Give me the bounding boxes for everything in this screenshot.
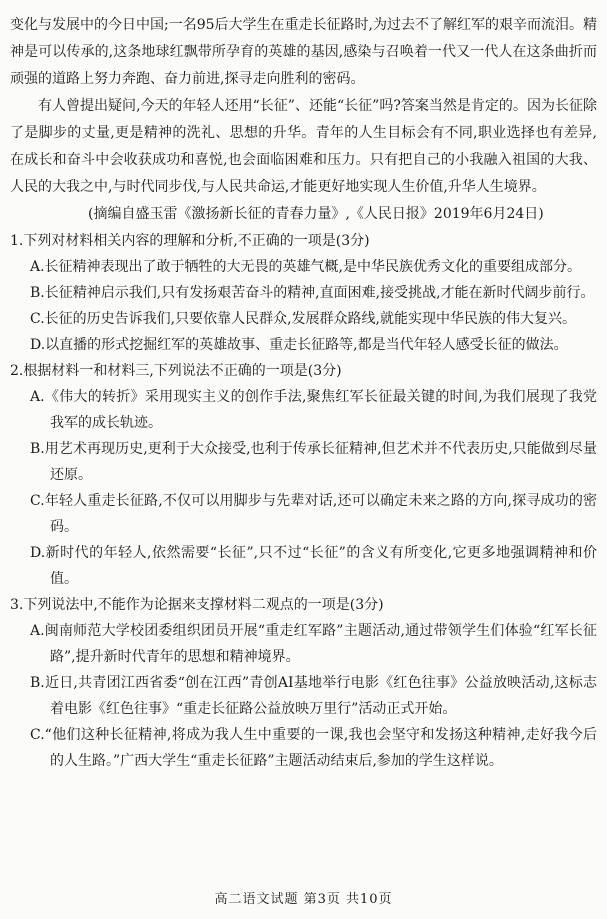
option-d: D.新时代的年轻人,依然需要“长征”,只不过“长征”的含义有所变化,它更多地强调精神和价值。	[30, 545, 597, 587]
question-stem: 2.根据材料一和材料三,下列说法不正确的一项是(3分)	[10, 363, 342, 379]
option-c: C.“他们这种长征精神,将成为我人生中重要的一课,我也会坚守和发扬这种精神,走好我今后的人生路。”广西大学生“重走长征路”主题活动结束后,参加的学生这样说。	[30, 727, 597, 769]
question-1	[10, 228, 597, 358]
option-a: A.长征精神表现出了敢于牺牲的大无畏的英雄气概,是中华民族优秀文化的重要组成部分。	[30, 259, 582, 275]
question-stem: 3.下列说法中,不能作为论据来支撑材料二观点的一项是(3分)	[10, 597, 384, 613]
question-3	[10, 592, 597, 774]
option-b: B.近日,共青团江西省委“创在江西”青创AI基地举行电影《红色往事》公益放映活动,这标志着电影《红色往事》“重走长征路公益放映万里行”活动正式开始。	[30, 675, 597, 717]
question-2	[10, 358, 597, 592]
option-c: C.长征的历史告诉我们,只要依靠人民群众,发展群众路线,就能实现中华民族的伟大复兴。	[30, 311, 577, 327]
question-stem: 1.下列对材料相关内容的理解和分析,不正确的一项是(3分)	[10, 233, 370, 249]
option-b: B.长征精神启示我们,只有发扬艰苦奋斗的精神,直面困难,接受挑战,才能在新时代阔步前行。	[30, 285, 595, 301]
option-b: B.用艺术再现历史,更利于大众接受,也利于传承长征精神,但艺术并不代表历史,只能做到尽量还原。	[30, 441, 597, 483]
passage-paragraph-1: 变化与发展中的今日中国;一名95后大学生在重走长征路时,为过去不了解红军的艰辛而流泪。精神是可以传承的,这条地球红飘带所孕育的英雄的基因,感染与召唤着一代又一代人在这条曲折而顽强的道路上努力奔跑、奋力前进,探寻走向胜利的密码。	[10, 17, 597, 87]
source-citation: (摘编自盛玉雷《激扬新长征的青春力量》,《人民日报》2019年6月24日)	[88, 206, 544, 222]
passage-paragraph-2: 有人曾提出疑问,今天的年轻人还用“长征”、还能“长征”吗?答案当然是肯定的。因为长征除了是脚步的丈量,更是精神的洗礼、思想的升华。青年的人生目标会有不同,职业选择也有差异,在成长和奋斗中会收获成功和喜悦,也会面临困难和压力。只有把自己的小我融入祖国的大我、人民的大我之中,与时代同步伐,与人民共命运,才能更好地实现人生价值,升华人生境界。	[10, 98, 597, 195]
option-a: A.闽南师范大学校团委组织团员开展“重走红军路”主题活动,通过带领学生们体验“红军长征路”,提升新时代青年的思想和精神境界。	[30, 623, 597, 665]
page-footer: 高二语文试题 第3页 共10页	[214, 892, 393, 907]
option-c: C.年轻人重走长征路,不仅可以用脚步与先辈对话,还可以确定未来之路的方向,探寻成功的密码。	[30, 493, 597, 535]
option-a: A.《伟大的转折》采用现实主义的创作手法,聚焦红军长征最关键的时间,为我们展现了我党我军的成长轨迹。	[30, 389, 597, 431]
passage	[10, 12, 597, 201]
option-d: D.以直播的形式挖掘红军的英雄故事、重走长征路等,都是当代年轻人感受长征的做法。	[30, 337, 568, 353]
